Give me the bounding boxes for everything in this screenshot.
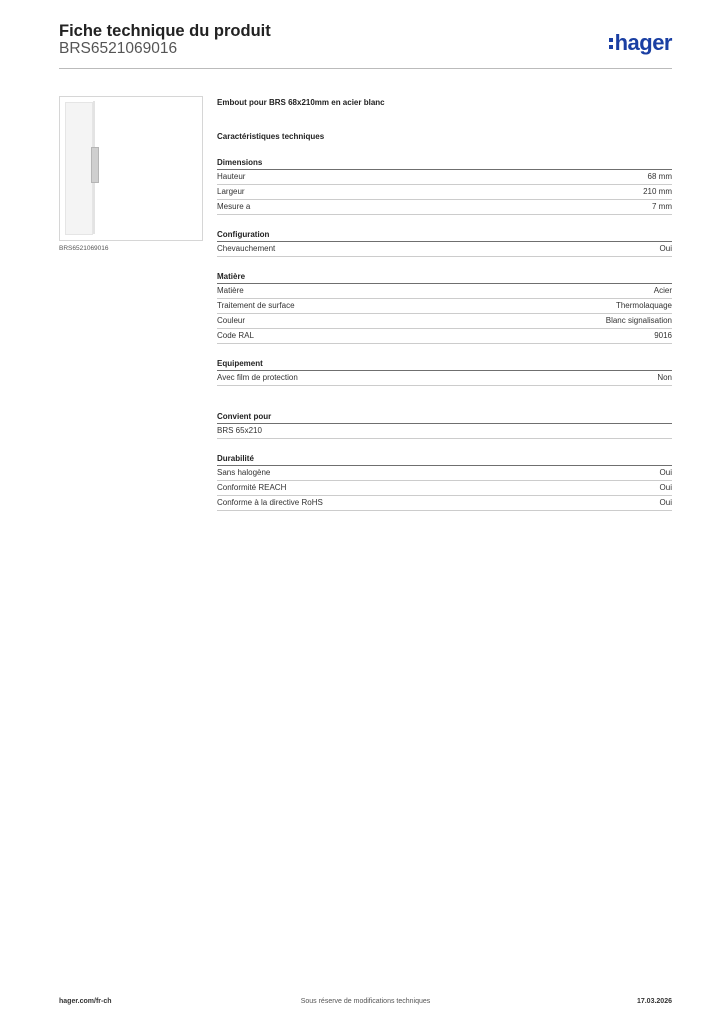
spec-label: Mesure a <box>217 202 251 211</box>
spec-label: Chevauchement <box>217 244 276 253</box>
section-title: Equipement <box>217 357 672 371</box>
spec-label: BRS 65x210 <box>217 426 262 435</box>
spec-row <box>217 371 672 386</box>
spec-row <box>217 496 672 511</box>
spec-value: Thermolaquage <box>615 301 672 310</box>
spec-label: Code RAL <box>217 331 254 340</box>
section-durability <box>217 452 672 511</box>
spec-value: Acier <box>653 286 672 295</box>
spec-row <box>217 200 672 215</box>
logo-text: hager <box>614 30 672 55</box>
spec-label: Largeur <box>217 187 245 196</box>
spec-row <box>217 314 672 329</box>
hager-colon-mark-icon <box>609 36 613 50</box>
header-divider <box>59 68 672 69</box>
section-title: Dimensions <box>217 156 672 170</box>
hager-logo <box>609 30 672 56</box>
spec-row <box>217 170 672 185</box>
spec-row <box>217 424 672 439</box>
section-title: Durabilité <box>217 452 672 466</box>
page-title: Fiche technique du produit <box>59 22 271 40</box>
spec-row <box>217 466 672 481</box>
footer-notice: Sous réserve de modifications techniques <box>300 998 431 1005</box>
spec-value: Oui <box>659 468 672 477</box>
section-equipment <box>217 357 672 386</box>
specs-heading: Caractéristiques techniques <box>217 132 325 141</box>
image-caption: BRS6521069016 <box>59 245 109 252</box>
spec-row <box>217 242 672 257</box>
spec-value: Oui <box>659 244 672 253</box>
footer-website-link[interactable]: hager.com/fr-ch <box>59 998 112 1005</box>
product-image <box>59 96 203 241</box>
spec-label: Avec film de protection <box>217 373 298 382</box>
spec-value: 68 mm <box>647 172 672 181</box>
spec-label: Traitement de surface <box>217 301 295 310</box>
spec-row <box>217 329 672 344</box>
section-compatible-with <box>217 410 672 439</box>
spec-value: Oui <box>659 483 672 492</box>
page-footer <box>59 998 672 1010</box>
specifications-panel <box>217 96 672 511</box>
spec-label: Hauteur <box>217 172 246 181</box>
spec-value: Oui <box>659 498 672 507</box>
spec-label: Sans halogène <box>217 468 271 477</box>
section-title: Matière <box>217 270 672 284</box>
spec-row <box>217 284 672 299</box>
section-material <box>217 270 672 344</box>
spec-value: 9016 <box>654 331 672 340</box>
spec-row <box>217 481 672 496</box>
end-cap-panel <box>65 102 93 235</box>
spec-value: 7 mm <box>652 202 672 211</box>
product-description: Embout pour BRS 68x210mm en acier blanc <box>217 98 385 107</box>
footer-date: 17.03.2026 <box>636 998 672 1005</box>
product-reference: BRS6521069016 <box>59 40 178 57</box>
spec-value: 210 mm <box>643 187 672 196</box>
spec-value: Blanc signalisation <box>605 316 672 325</box>
spec-row <box>217 185 672 200</box>
section-dimensions <box>217 156 672 215</box>
section-title: Configuration <box>217 228 672 242</box>
spec-label: Conformité REACH <box>217 483 287 492</box>
spec-row <box>217 299 672 314</box>
spec-label: Conforme à la directive RoHS <box>217 498 323 507</box>
spec-label: Couleur <box>217 316 246 325</box>
section-configuration <box>217 228 672 257</box>
page-header <box>59 20 672 68</box>
spec-value: Non <box>657 373 672 382</box>
section-title: Convient pour <box>217 410 672 424</box>
spec-label: Matière <box>217 286 244 295</box>
end-cap-clip <box>91 147 99 183</box>
